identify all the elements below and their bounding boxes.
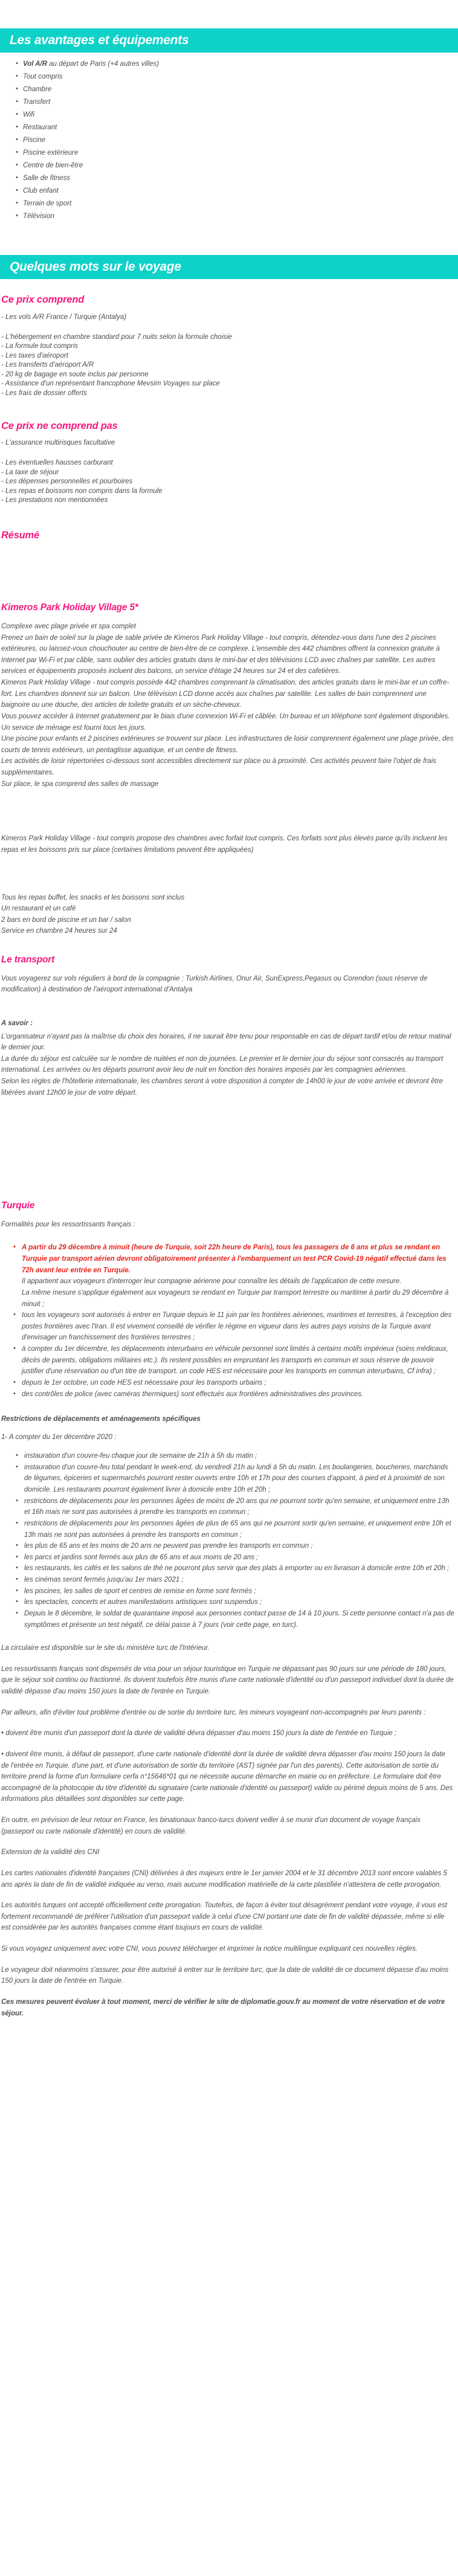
list-item	[16, 99, 458, 112]
turquie-paragraph: Par ailleurs, afin d'éviter tout problème d'entrée ou de sortie du territoire turc, les mineurs voyageant non-accompagnés par leurs parents :	[1, 1708, 426, 1716]
list-item: - Assistance d'un représentant francophone Mevsim Voyages sur place	[1, 380, 220, 388]
paragraph-wrap	[1, 1943, 454, 1955]
allinclusive-paragraph: Kimeros Park Holiday Village - tout compris propose des chambres avec forfait tout compris. Ces forfaits sont plus élevés parce qu'ils incluent les repas et les boissons pris sur place (certaines limitations peuvent être appliquées)	[1, 835, 448, 854]
heading-turquie: Turquie	[1, 1200, 35, 1211]
spacer	[0, 937, 458, 955]
list-item: - Les éventuelles hausses carburant	[1, 459, 113, 467]
covid-alert-text: A partir du 29 décembre à minuit (heure de Turquie, soit 22h heure de Paris), tous les passagers de 6 ans et plus se rendant en Turquie par transport aérien devront obligatoirement présenter à l'embarquement un test PCR Covid-19 négatif effectué dans les 72h avant leur entrée en Turquie.	[22, 1244, 447, 1274]
transport-note: Selon les règles de l'hôtellerie internationale, les chambres seront à votre disposition à compter de 14h00 le jour de votre arrivée et devront être libérées avant 12h00 le jour de votre départ.	[1, 1078, 443, 1096]
paragraph-wrap	[1, 1749, 454, 1805]
summary-paragraph: Les activités de loisir répertoriées ci-dessous sont accessibles directement sur place ou à proximité. Ces activités peuvent faire l'objet de frais supplémentaires.	[1, 758, 437, 776]
turquie-formalities-list	[0, 1242, 458, 1400]
spacer	[0, 279, 458, 295]
spacer	[0, 1400, 458, 1415]
advantage-label: Télévision	[23, 213, 54, 220]
paragraph-wrap	[1, 1847, 454, 1858]
list-item: - Les dépenses personnelles et pourboires	[1, 478, 133, 486]
section-price-not-included	[0, 421, 458, 504]
list-item	[16, 201, 458, 213]
paragraph-wrap	[1, 1900, 454, 1934]
banner-about-trip: Quelques mots sur le voyage	[0, 255, 458, 279]
summary-paragraph: Prenez un bain de soleil sur la plage de sable privée de Kimeros Park Holiday Village - tout compris, détendez-vous dans l'une des 2 piscines extérieures, ou laissez-vous chouchouter au centre de bien-être de ce complexe. L'ensemble des 442 chambres offrent la connexion gratuite à Internet par Wi-Fi et par câble, sans oublier des articles gratuits dans le mini-bar et des télévisions LCD avec chaînes par satellite. Les autres services et équipements proposés incluent des balcons, un service d'étage 24 heures sur 24 et des cafetières.	[1, 634, 440, 675]
transport-note: L'organisateur n'ayant pas la maîtrise du choix des horaires, il ne saurait être tenu pour responsable en cas de départ tardif et/ou de retour matinal le dernier jour.	[1, 1032, 451, 1052]
turquie-paragraph: Les cartes nationales d'identité françaises (CNI) délivrées à des majeurs entre le 1er janvier 2004 et le 31 décembre 2013 sont encore valables 5 ans après la date de fin de validité indiquée au verso, mais aucune modification matérielle de la carte plastifiée n'attestera de cette prorogation.	[1, 1869, 447, 1889]
paragraph-wrap	[1, 1997, 454, 2019]
list-item: - Les repas et boissons non compris dans la formule	[1, 487, 163, 495]
list-item	[16, 112, 458, 124]
section-allinclusive	[0, 833, 458, 855]
list-item: - 20 kg de bagage en soute inclus par personne	[1, 370, 149, 378]
spacer	[0, 1631, 458, 1643]
meal-line: Tous les repas buffet, les snacks et les boissons sont inclus	[1, 894, 185, 901]
list-item	[16, 86, 458, 99]
list-item: - Les frais de dossier offerts	[1, 389, 87, 397]
list-item-covid-alert	[13, 1242, 454, 1310]
list-item: • les restaurants, les cafés et les salons de thé ne pourront plus servir que des plats à emporter ou en livraison à domicile entre 10h et 20h ;	[16, 1563, 454, 1574]
list-item	[16, 61, 458, 74]
banner-advantages: Les avantages et équipements	[0, 28, 458, 53]
section-summary	[0, 530, 458, 541]
turquie-final-alert: Ces mesures peuvent évoluer à tout moment, merci de vérifier le site de diplomatie.gouv.fr au moment de votre réservation et de votre séjour.	[1, 1998, 445, 2017]
restrictions-step-1: 1- A compter du 1er décembre 2020 :	[1, 1434, 117, 1441]
spacer	[1, 451, 454, 459]
list-item: • restrictions de déplacements pour les personnes âgées de moins de 20 ans qui ne pourront sortir qu'en semaine, et uniquement entre 13h et 16h mais ne sont pas autorisées à prendre les transports en commun ;	[16, 1496, 454, 1518]
heading-summary: Résumé	[1, 529, 39, 541]
paragraph-wrap	[1, 1728, 454, 1739]
paragraph-wrap	[1, 1664, 454, 1698]
summary-paragraph: Vous pouvez accéder à Internet gratuitement par le biais d'une connexion Wi-Fi et câblée. Un bureau et un téléphone sont également disponibles. Un service de ménage est fourni tous les jours.	[1, 712, 450, 732]
advantage-bold-label: Vol A/R	[23, 60, 48, 68]
list-item	[16, 124, 458, 137]
meal-line: Un restaurant et un café	[1, 905, 76, 913]
spacer	[0, 1230, 458, 1242]
heading-transport: Le transport	[1, 955, 55, 965]
section-restrictions	[0, 1415, 458, 1441]
list-item: • les plus de 65 ans et les moins de 20 ans ne peuvent pas prendre les transports en commun ;	[16, 1541, 454, 1552]
section-a-savoir	[0, 1020, 458, 1099]
transport-note: La durée du séjour est calculée sur le nombre de nuitées et non de journées. Le premier et le dernier jour du séjour sont consacrés au transport international. Les arrivées ou les départs pourront avoir lieu de nuit en fonction des horaires imposés par les compagnies aériennes.	[1, 1055, 443, 1074]
advantage-label: au départ de Paris (+4 autres villes)	[47, 60, 160, 68]
list-item: • depuis le 1er octobre, un code HES est nécessaire pour les transports urbains ;	[13, 1377, 454, 1389]
section-transport	[0, 955, 458, 996]
section-price-included	[0, 295, 458, 397]
meal-line: 2 bars en bord de piscine et un bar / salon	[1, 916, 131, 924]
paragraph-wrap	[1, 1868, 454, 1890]
advantage-label: Centre de bien-être	[23, 162, 83, 169]
list-item: - La formule tout compris	[1, 343, 79, 350]
turquie-paragraph: Si vous voyagez uniquement avec votre CNI, vous pouvez télécharger et imprimer la notice multilingue expliquant ces nouvelles règles.	[1, 1945, 418, 1953]
section-turquie-paragraphs	[0, 1643, 458, 2019]
list-item: - Les prestations non mentionnées	[1, 497, 108, 504]
list-item: • instauration d'un couvre-feu total pendant le week-end, du vendredi 21h au lundi à 5h du matin. Les boulangeries, boucheries, marchands de légumes, épiceries et supermarchés pourront rester ouverts entre 10h et 17h pour des courses d'appoint, à pied et à proximité de son domicile. Les restaurants pourront également livrer à domicile entre 10h et 20h ;	[16, 1462, 454, 1496]
advantage-label: Terrain de sport	[23, 200, 72, 207]
covid-alert-subnote: La même mesure s'applique également aux voyageurs se rendant en Turquie par transport terrestre ou maritime à partir du 29 décembre à minuit ;	[22, 1289, 449, 1308]
list-item	[16, 175, 458, 188]
advantages-list	[0, 61, 458, 226]
advantage-label: Restaurant	[23, 124, 57, 131]
section-meals	[0, 892, 458, 938]
paragraph-wrap	[1, 1707, 454, 1719]
list-item	[16, 137, 458, 150]
heading-price-included: Ce prix comprend	[1, 294, 85, 305]
list-item	[16, 188, 458, 201]
spacer	[0, 506, 458, 530]
list-item	[16, 213, 458, 226]
top-spacer	[0, 0, 458, 28]
advantage-label: Chambre	[23, 86, 52, 93]
list-item: • tous les voyageurs sont autorisés à entrer en Turquie depuis le 11 juin par les frontières aériennes, maritimes et terrestres, à l'exception des postes frontières avec l'Iran. Il est vivement conseillé de vérifier le régime en vigueur dans les autres pays voisins de la Turquie avant d'envisager un franchissement des frontières terrestres ;	[13, 1310, 454, 1344]
list-item: • les piscines, les salles de sport et centres de remise en forme sont fermés ;	[16, 1586, 454, 1597]
list-item: • à compter du 1er décembre, les déplacements interurbains en véhicule personnel sont limités à certains motifs impérieux (soins médicaux, décès de parents, obligations militaires etc.). Ils restent possibles en empruntant les transports en commun et sous réserve de pouvoir justifier d'une réservation ou d'un titre de transport. un code HES est nécessaire pour les transports en commun interurbains, Cf infra) ;	[13, 1344, 454, 1377]
hotel-tagline: Complexe avec plage privée et spa complet	[1, 622, 137, 630]
spacer	[0, 790, 458, 833]
spacer	[0, 399, 458, 421]
turquie-paragraph: La circulaire est disponible sur le site du ministère turc de l'Intérieur.	[1, 1644, 210, 1652]
list-item	[16, 150, 458, 163]
advantage-label: Transfert	[23, 98, 51, 106]
restrictions-list	[0, 1451, 458, 1631]
list-item: • Depuis le 8 décembre, le soldat de quarantaine imposé aux personnes contact passe de 14 à 10 jours. Si cette personne contact n'a pas de symptômes et présente un test négatif, ce délai passe à 7 jours (voir cette page, en turc).	[16, 1608, 454, 1631]
list-item: • instauration d'un couvre-feu chaque jour de semaine de 21h à 5h du matin ;	[16, 1451, 454, 1462]
meal-line: Service en chambre 24 heures sur 24	[1, 927, 117, 935]
list-item: - Les transferts d'aéroport A/R	[1, 361, 94, 369]
turquie-paragraph: • doivent être munis, à défaut de passeport, d'une carte nationale d'identité dont la durée de validité devra dépasser d'au moins 150 jours la date de l'entrée en Turquie. d'une part, et d'une autorisation de sortie du territoire (AST) signée par l'un des parents). Cette autorisation de sortie du territoire prend la forme d'un formulaire cerfa n°15646*01 qui ne nécessite aucune démarche en mairie ou en préfecture. Le formulaire doit être accompagné de la photocopie du titre d'identité du signataire (carte nationale d'identité ou passeport) valide ou périmé depuis moins de 5 ans. Des informations plus détaillées sont disponibles sur cette page.	[1, 1750, 453, 1803]
turquie-paragraph: Le voyageur doit néanmoins s'assurer, pour être autorisé à entrer sur le territoire turc, que la date de validité de ce document dépasse d'au moins 150 jours la date de l'entrée en Turquie.	[1, 1966, 449, 1985]
turquie-subheading-cni: Extension de la validité des CNI	[1, 1849, 100, 1856]
summary-paragraph: Une piscine pour enfants et 2 piscines extérieures se trouvent sur place. Les infrastructures de loisir comprennent également une plage privée, des courts de tennis extérieurs, un pentaglisse aquatique, et un centre de fitness.	[1, 735, 454, 754]
list-item: • les parcs et jardins sont fermés aux plus de 65 ans et aux moins de 20 ans ;	[16, 1552, 454, 1563]
spacer	[0, 996, 458, 1020]
turquie-paragraph: Les ressortissants français sont dispensés de visa pour un séjour touristique en Turquie ne dépassant pas 90 jours sur une période de 180 jours, que le séjour soit continu ou fractionné. Ils doivent toutefois être munis d'une carte nationale d'identité ou d'un passeport individuel dont la durée de validité dépasse d'au moins 150 jours la date de l'entrée en Turquie.	[1, 1665, 454, 1696]
turquie-paragraph: • doivent être munis d'un passeport dont la durée de validité dévra dépasser d'au moins 150 jours la date de l'entrée en Turquie ;	[1, 1730, 397, 1737]
list-item: • restrictions de déplacements pour les personnes âgées de plus de 65 ans qui ne pourront sortir qu'en semaine, et uniquement entre 10h et 13h mais ne sont pas autorisées à prendre les transports en commun ;	[16, 1518, 454, 1541]
turquie-paragraph: Les autorités turques ont accepté officiellement cette prorogation. Toutefois, de façon à éviter tout désagrément pendant votre voyage, il vous est fortement recommandé de préférer l'utilisation d'un passeport valide à celui d'une CNI portant une date de fin de validité dépassée, même si elle est considérée par les autorités françaises comme étant toujours en cours de validité.	[1, 1902, 447, 1932]
spacer	[1, 325, 454, 333]
paragraph-wrap	[1, 1965, 454, 1987]
paragraph-wrap	[1, 1643, 454, 1654]
a-savoir-label: A savoir :	[1, 1019, 33, 1027]
turquie-paragraph: En outre, en prévision de leur retour en France, les binationaux franco-turcs doivent veiller à se munir d'un document de voyage français (passeport ou carte nationale d'identité) en cours de validité.	[1, 1817, 421, 1835]
section-turquie	[0, 1201, 458, 1230]
paragraph-wrap	[1, 1815, 454, 1837]
not-included-first-line: - L'assurance multirisques facultative	[1, 439, 115, 446]
list-item: - Les taxes d'aéroport	[1, 352, 68, 359]
advantage-label: Piscine	[23, 137, 46, 144]
heading-price-not-included: Ce prix ne comprend pas	[1, 420, 118, 431]
hotel-name: Kimeros Park Holiday Village 5*	[1, 602, 138, 613]
spacer	[0, 226, 458, 255]
list-item: • les spectacles, concerts et autres manifestations artistiques sont suspendus ;	[16, 1597, 454, 1608]
list-item: • les cinémas seront fermés jusqu'au 1er mars 2021 ;	[16, 1574, 454, 1586]
included-first-line: - Les vols A/R France / Turquie (Antalya)	[1, 313, 127, 321]
summary-paragraph: Sur place, le spa comprend des salles de massage	[1, 780, 159, 788]
spacer	[0, 549, 458, 603]
summary-paragraph: Kimeros Park Holiday Village - tout compris possède 442 chambres comprenant la climatisation, des articles gratuits dans le mini-bar et un coffre-fort. Les chambres donnent sur un balcon. Une télévision LCD donne accès aux chaînes par satellite. Les salles de bain comprennent une baignoire ou une douche, des articles de toilette gratuits et un sèche-cheveux.	[1, 679, 450, 709]
spacer	[0, 1098, 458, 1201]
covid-alert-text-2: Il appartient aux voyageurs d'interroger leur compagnie aérienne pour connaître les détails de l'application de cette mesure.	[22, 1278, 402, 1286]
summary-body	[0, 603, 458, 790]
list-item: - L'hébergement en chambre standard pour 7 nuits selon la formule choisie	[1, 333, 232, 341]
advantage-label: Wifi	[23, 111, 35, 118]
list-item	[16, 74, 458, 86]
heading-restrictions: Restrictions de déplacements et aménagements spécifiques	[1, 1415, 201, 1423]
list-item: - La taxe de séjour	[1, 468, 59, 476]
formalities-label: Formalités pour les ressortissants français :	[1, 1220, 135, 1228]
list-item	[16, 163, 458, 175]
advantage-label: Club enfant	[23, 187, 59, 195]
advantage-label: Tout compris	[23, 73, 63, 80]
list-item: • des contrôles de police (avec caméras thermiques) sont effectués aux frontières administratives des provinces.	[13, 1389, 454, 1400]
transport-intro: Vous voyagerez sur vols réguliers à bord de la compagnie : Turkish Airlines, Onur Air, SunExpress,Pegasus ou Corendon (sous réserve de modification) à destination de l'aéroport international d'Antalya	[1, 974, 428, 994]
advantage-label: Salle de fitness	[23, 175, 70, 182]
advantage-label: Piscine extérieure	[23, 149, 79, 156]
spacer	[0, 856, 458, 892]
